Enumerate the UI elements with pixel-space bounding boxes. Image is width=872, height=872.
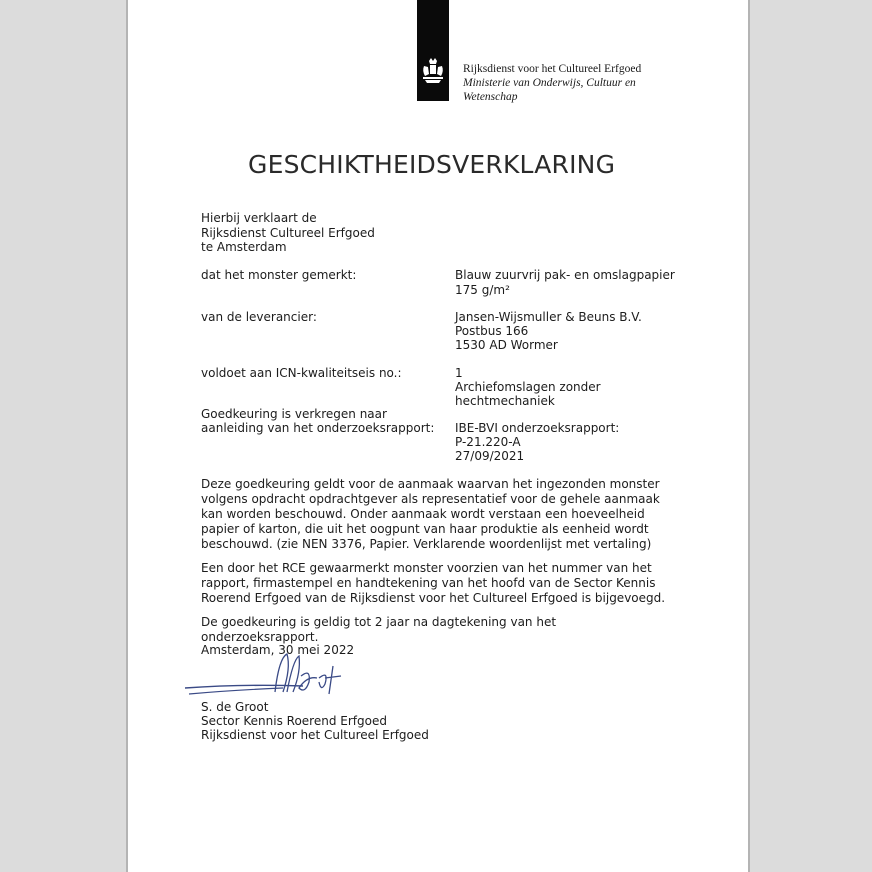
supplier-name: Jansen-Wijsmuller & Beuns B.V. bbox=[455, 310, 642, 324]
supplier-address: Postbus 166 bbox=[455, 324, 529, 338]
approval-label-cont: aanleiding van het onderzoeksrapport: bbox=[201, 421, 435, 435]
handwritten-signature bbox=[183, 648, 363, 706]
intro-line-1: Hierbij verklaart de bbox=[201, 211, 317, 225]
coat-of-arms-icon bbox=[420, 58, 446, 88]
ministry-name: Ministerie van Onderwijs, Cultuur en bbox=[463, 77, 636, 89]
requirement-number: 1 bbox=[455, 366, 463, 380]
report-date: 27/09/2021 bbox=[455, 449, 525, 463]
place-date: Amsterdam, 30 mei 2022 bbox=[201, 643, 355, 657]
ministry-name-cont: Wetenschap bbox=[463, 91, 518, 103]
viewer-background-left bbox=[0, 0, 128, 872]
requirement-description-cont: hechtmechaniek bbox=[455, 394, 555, 408]
viewer-background-right bbox=[748, 0, 872, 872]
paragraph-sample-attached: Een door het RCE gewaarmerkt monster voorzien van het nummer van het rapport, firmastempel en handtekening van het hoofd van de Sector Kennis Roerend Erfgoed van de Rijksdienst voor het Cultureel Erfgoed is bijgevoegd. bbox=[201, 561, 666, 605]
sample-value: Blauw zuurvrij pak- en omslagpapier bbox=[455, 268, 675, 282]
org-name: Rijksdienst voor het Cultureel Erfgoed bbox=[463, 63, 642, 75]
supplier-label: van de leverancier: bbox=[201, 310, 317, 324]
document-page bbox=[128, 0, 748, 872]
document-title: GESCHIKTHEIDSVERKLARING bbox=[248, 150, 616, 179]
sample-weight: 175 g/m² bbox=[455, 283, 510, 297]
logo-bar bbox=[417, 0, 449, 101]
organization-header bbox=[463, 62, 641, 104]
supplier-city: 1530 AD Wormer bbox=[455, 338, 558, 352]
report-title: IBE-BVI onderzoeksrapport: bbox=[455, 421, 620, 435]
sample-label: dat het monster gemerkt: bbox=[201, 268, 357, 282]
requirement-label: voldoet aan ICN-kwaliteitseis no.: bbox=[201, 366, 402, 380]
intro-line-3: te Amsterdam bbox=[201, 240, 287, 254]
paragraph-validity-scope: Deze goedkeuring geldt voor de aanmaak waarvan het ingezonden monster volgens opdracht opdrachtgever als representatief voor de gehele aanmaak kan worden beschouwd. Onder aanmaak wordt verstaan een hoeveelheid papier of karton, die uit het oogpunt van haar produktie als eenheid wordt beschouwd. (zie NEN 3376, Papier. Verklarende woordenlijst met vertaling) bbox=[201, 477, 660, 551]
approval-label: Goedkeuring is verkregen naar bbox=[201, 407, 387, 421]
intro-line-2: Rijksdienst Cultureel Erfgoed bbox=[201, 226, 375, 240]
signer-organization: Rijksdienst voor het Cultureel Erfgoed bbox=[201, 728, 429, 742]
signer-name: S. de Groot bbox=[201, 700, 269, 714]
report-number: P-21.220-A bbox=[455, 435, 521, 449]
paragraph-validity-period: De goedkeuring is geldig tot 2 jaar na dagtekening van het onderzoeksrapport. bbox=[201, 615, 557, 644]
requirement-description: Archiefomslagen zonder bbox=[455, 380, 601, 394]
signer-sector: Sector Kennis Roerend Erfgoed bbox=[201, 714, 387, 728]
